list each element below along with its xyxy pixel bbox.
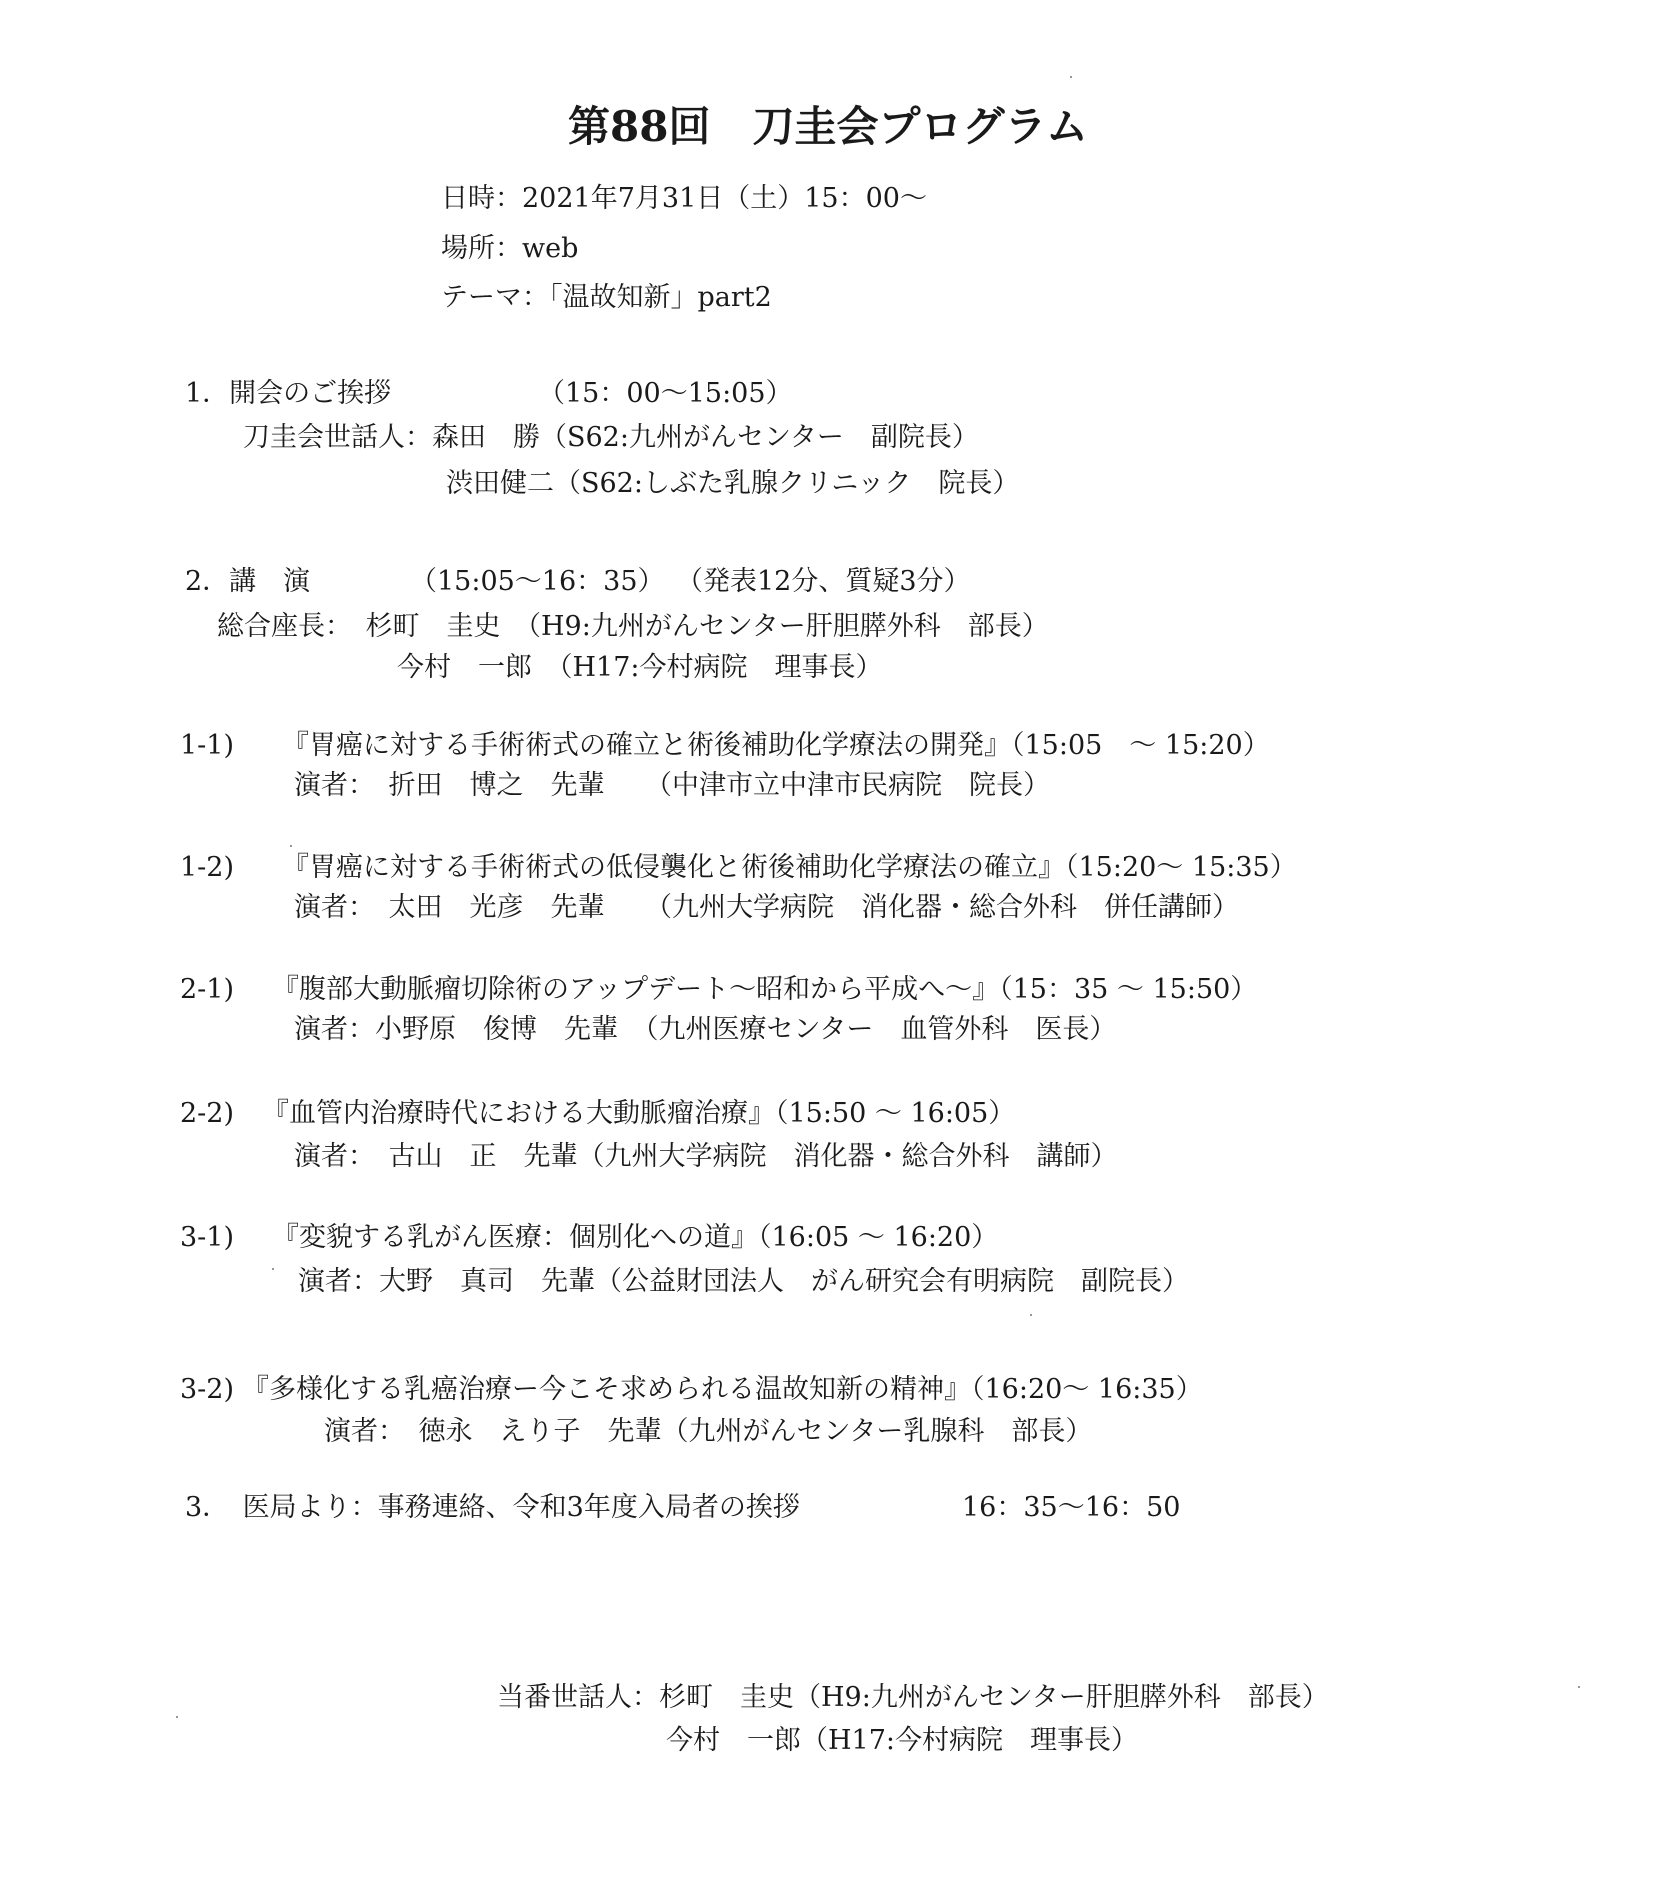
talk-number: 3-1) — [180, 1222, 235, 1253]
scan-speck — [1070, 76, 1072, 78]
scan-speck — [290, 845, 292, 847]
talk-speaker: 演者：大野 真司 先輩（公益財団法人 がん研究会有明病院 副院長） — [298, 1266, 1189, 1297]
section3-text: 3． 医局より：事務連絡、令和3年度入局者の挨拶 — [185, 1492, 800, 1523]
footer-host1: 当番世話人：杉町 圭史（H9:九州がんセンター肝胆膵外科 部長） — [497, 1682, 1329, 1713]
scan-speck — [176, 1716, 178, 1718]
section2-chair1: 総合座長： 杉町 圭史 （H9:九州がんセンター肝胆膵外科 部長） — [217, 611, 1049, 642]
talk-speaker: 演者：小野原 俊博 先輩 （九州医療センター 血管外科 医長） — [294, 1014, 1117, 1045]
talk-number: 3-2) — [180, 1374, 235, 1405]
scan-speck — [1030, 1314, 1032, 1316]
section2-chair2: 今村 一郎 （H17:今村病院 理事長） — [397, 652, 883, 683]
scan-speck — [272, 1268, 274, 1270]
section1-time: （15：00〜15:05） — [538, 378, 793, 409]
place-line: 場所：web — [441, 233, 579, 264]
program-title: 第88回 刀圭会プログラム — [568, 102, 1089, 151]
talk-number: 2-2) — [180, 1098, 235, 1129]
talk-title: 『血管内治療時代における大動脈瘤治療』（15:50 〜 16:05） — [262, 1098, 1016, 1129]
talk-speaker: 演者： 古山 正 先輩（九州大学病院 消化器・総合外科 講師） — [294, 1141, 1118, 1172]
footer-host2: 今村 一郎（H17:今村病院 理事長） — [666, 1725, 1138, 1756]
talk-number: 2-1) — [180, 974, 235, 1005]
talk-speaker: 演者： 折田 博之 先輩 （中津市立中津市民病院 院長） — [294, 770, 1050, 801]
section1-host1: 刀圭会世話人：森田 勝（S62:九州がんセンター 副院長） — [243, 422, 979, 453]
section2-note: （発表12分、質疑3分） — [676, 566, 971, 597]
talk-title: 『胃癌に対する手術術式の確立と術後補助化学療法の開発』（15:05 〜 15:20） — [282, 730, 1270, 761]
section2-heading: 2．講 演 — [185, 566, 311, 597]
scan-speck — [1578, 1686, 1580, 1688]
talk-speaker: 演者： 徳永 えり子 先輩（九州がんセンター乳腺科 部長） — [324, 1416, 1093, 1447]
section2-time: （15:05〜16：35） — [410, 566, 665, 597]
section3-time: 16：35〜16：50 — [962, 1492, 1181, 1523]
talk-number: 1-1) — [180, 730, 235, 761]
datetime-line: 日時：2021年7月31日（土）15：00〜 — [441, 183, 927, 214]
talk-title: 『腹部大動脈瘤切除術のアップデート〜昭和から平成へ〜』（15：35 〜 15:50） — [272, 974, 1258, 1005]
talk-title: 『変貌する乳がん医療：個別化への道』（16:05 〜 16:20） — [272, 1222, 999, 1253]
talk-title: 『多様化する乳癌治療ー今こそ求められる温故知新の精神』（16:20〜 16:35） — [242, 1374, 1203, 1405]
talk-speaker: 演者： 太田 光彦 先輩 （九州大学病院 消化器・総合外科 併任講師） — [294, 892, 1239, 923]
talk-number: 1-2) — [180, 852, 235, 883]
section1-heading: 1．開会のご挨拶 — [185, 378, 392, 409]
theme-line: テーマ：「温故知新」part2 — [441, 282, 772, 313]
section1-host2: 渋田健二（S62:しぶた乳腺クリニック 院長） — [446, 468, 1020, 499]
talk-title: 『胃癌に対する手術術式の低侵襲化と術後補助化学療法の確立』（15:20〜 15:35） — [282, 852, 1297, 883]
